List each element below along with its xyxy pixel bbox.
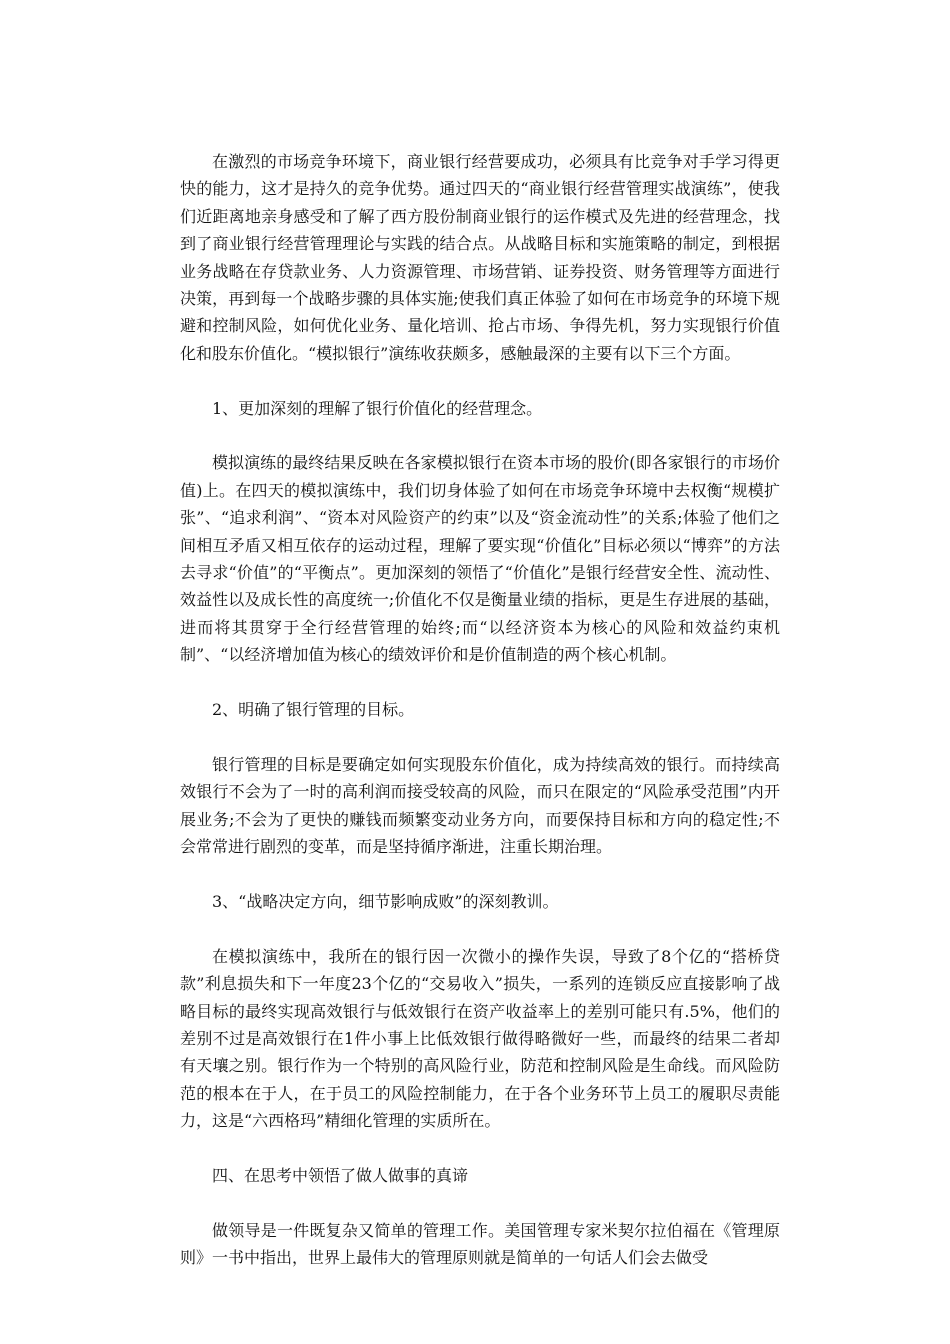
document-body — [180, 148, 780, 1299]
section-4-paragraph: 做领导是一件既复杂又简单的管理工作。美国管理专家米契尔拉伯福在《管理原则》一书中指出，世界上最伟大的管理原则就是简单的一句话人们会去做受 — [180, 1220, 780, 1268]
section-1-paragraph: 模拟演练的最终结果反映在各家模拟银行在资本市场的股价(即各家银行的市场价值)上。在四天的模拟演练中，我们切身体验了如何在市场竞争环境中去权衡“规模扩张”、“追求利润”、“资本对风险资产的约束”以及“资金流动性”的关系;体验了他们之间相互矛盾又相互依存的运动过程，理解了要实现“价值化”目标必须以“博弈”的方法去寻求“价值”的“平衡点”。更加深刻的领悟了“价值化”是银行经营安全性、流动性、效益性以及成长性的高度统一;价值化不仅是衡量业绩的指标，更是生存进展的基础，进而将其贯穿于全行经营管理的始终;而“以经济资本为核心的风险和效益约束机制”、“以经济增加值为核心的绩效评价和是价值制造的两个核心机制。 — [180, 453, 780, 665]
section-heading-1: 1、更加深刻的理解了银行价值化的经营理念。 — [212, 398, 543, 418]
intro-paragraph: 在激烈的市场竞争环境下，商业银行经营要成功，必须具有比竞争对手学习得更快的能力，这才是持久的竞争优势。通过四天的“商业银行经营管理实战演练”，使我们近距离地亲身感受和了解了西方股份制商业银行的运作模式及先进的经营理念，找到了商业银行经营管理理论与实践的结合点。从战略目标和实施策略的制定，到根据业务战略在存贷款业务、人力资源管理、市场营销、证券投资、财务管理等方面进行决策，再到每一个战略步骤的具体实施;使我们真正体验了如何在市场竞争的环境下规避和控制风险，如何优化业务、量化培训、抢占市场、争得先机，努力实现银行价值化和股东价值化。“模拟银行”演练收获颇多，感触最深的主要有以下三个方面。 — [180, 152, 780, 363]
section-heading-2: 2、明确了银行管理的目标。 — [212, 700, 415, 720]
section-2-paragraph: 银行管理的目标是要确定如何实现股东价值化，成为持续高效的银行。而持续高效银行不会为了一时的高利润而接受较高的风险，而只在限定的“风险承受范围”内开展业务;不会为了更快的赚钱而频繁变动业务方向，而要保持目标和方向的稳定性;不会常常进行剧烈的变革，而是坚持循序渐进，注重长期治理。 — [180, 754, 780, 857]
section-3-paragraph: 在模拟演练中，我所在的银行因一次微小的操作失误，导致了8个亿的“搭桥贷款”利息损失和下一年度23个亿的“交易收入”损失，一系列的连锁反应直接影响了战略目标的最终实现高效银行与低效银行在资产收益率上的差别可能只有.5%，他们的差别不过是高效银行在1件小事上比低效银行做得略微好一些，而最终的结果二者却有天壤之别。银行作为一个特别的高风险行业，防范和控制风险是生命线。而风险防范的根本在于人，在于员工的风险控制能力，在于各个业务环节上员工的履职尽责能力，这是“六西格玛”精细化管理的实质所在。 — [180, 946, 780, 1131]
section-heading-3: 3、“战略决定方向，细节影响成败”的深刻教训。 — [212, 891, 559, 911]
section-heading-4: 四、在思考中领悟了做人做事的真谛 — [212, 1165, 469, 1185]
